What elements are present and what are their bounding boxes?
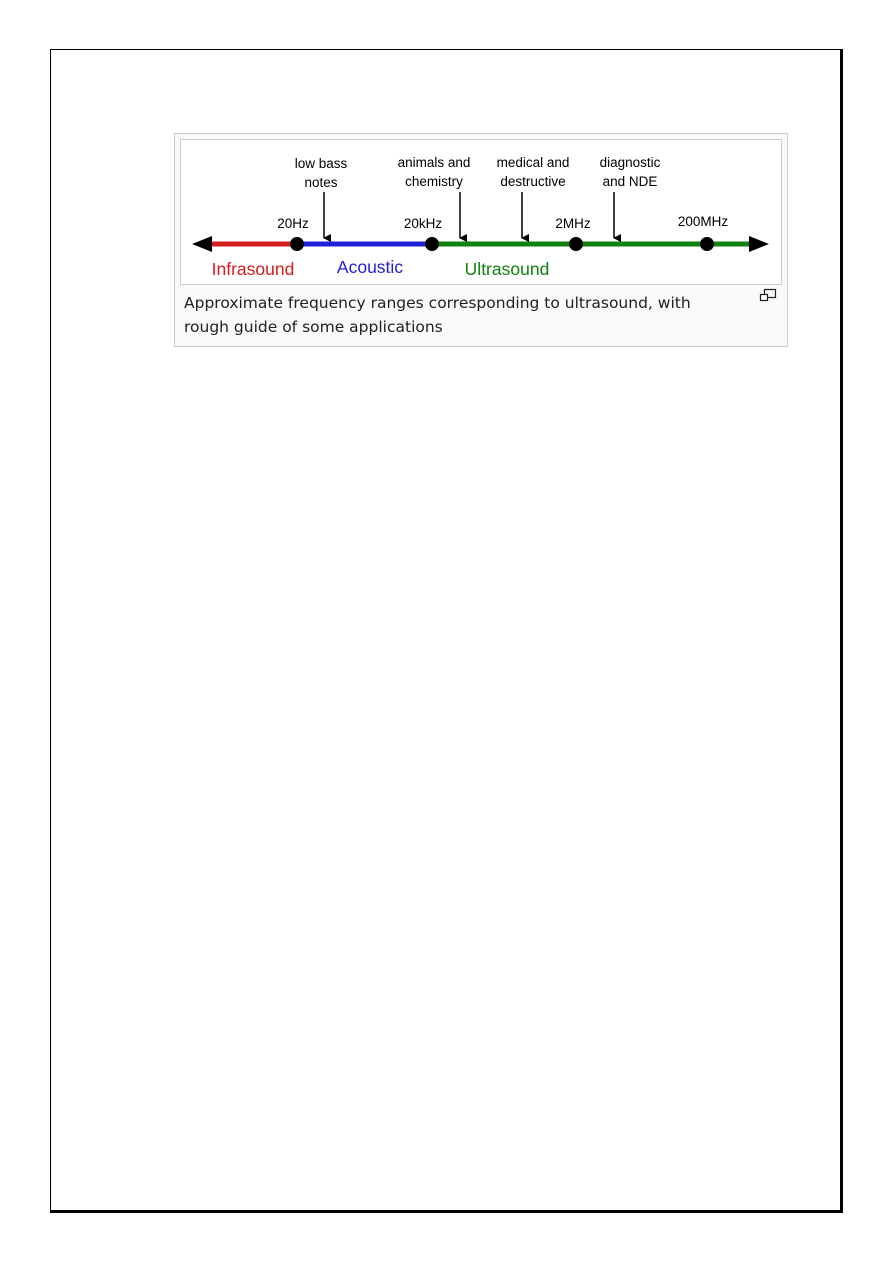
application-low-bass-line1: low bass bbox=[294, 156, 348, 171]
application-diagnostic-line2: and NDE bbox=[602, 174, 658, 189]
tick-dot-200mhz bbox=[700, 237, 714, 251]
tick-dot-20khz bbox=[425, 237, 439, 251]
application-medical-line1: medical and bbox=[496, 155, 570, 170]
application-diagnostic-line1: diagnostic bbox=[599, 155, 661, 170]
tick-dot-20hz bbox=[290, 237, 304, 251]
figure-caption: Approximate frequency ranges corresponding to ultrasound, with rough guide of some applications bbox=[184, 294, 691, 336]
application-medical-line2: destructive bbox=[500, 174, 566, 189]
tick-label-20khz: 20kHz bbox=[403, 216, 443, 231]
tick-label-200mhz: 200MHz bbox=[677, 214, 729, 229]
tick-label-20hz: 20Hz bbox=[277, 216, 309, 231]
magnify-clip-icon[interactable] bbox=[759, 288, 777, 304]
application-low-bass-line2: notes bbox=[304, 175, 338, 190]
range-label-ultrasound: Ultrasound bbox=[464, 259, 550, 279]
left-arrowhead bbox=[192, 236, 212, 252]
application-animals-line2: chemistry bbox=[405, 174, 463, 189]
range-label-acoustic: Acoustic bbox=[336, 257, 404, 277]
figure-thumbnail bbox=[174, 133, 788, 347]
right-arrowhead bbox=[749, 236, 769, 252]
frequency-spectrum-image[interactable] bbox=[180, 139, 782, 285]
application-animals-line1: animals and bbox=[397, 155, 471, 170]
range-label-infrasound: Infrasound bbox=[211, 259, 295, 279]
tick-dot-2mhz bbox=[569, 237, 583, 251]
tick-label-2mhz: 2MHz bbox=[555, 216, 591, 231]
